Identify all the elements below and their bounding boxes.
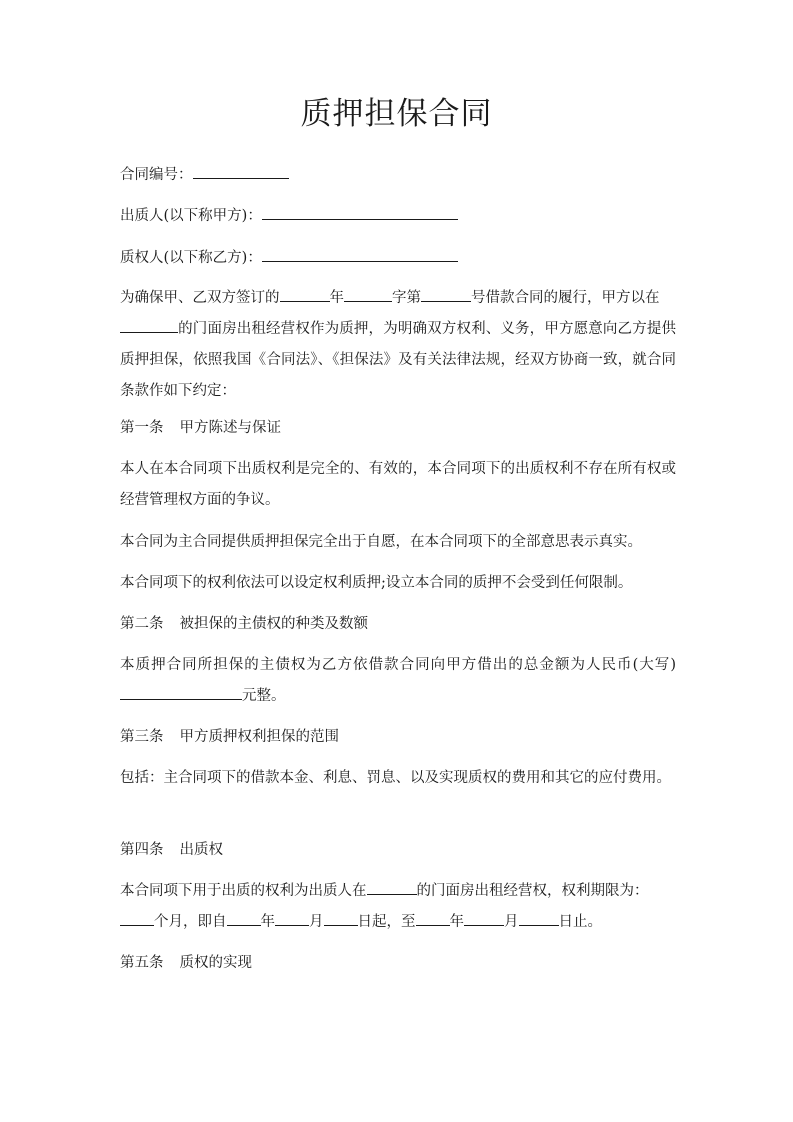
contract-number-line: [120, 160, 676, 191]
amount-blank[interactable]: [120, 684, 242, 700]
contract-number-label: 合同编号：: [120, 167, 193, 183]
article-2-para-1: [120, 650, 676, 712]
intro-text-5: 的门面房出租经营权作为质押，为明确双方权利、义务，甲方愿意向乙方提供质押担保，依照我国《合同法》、《担保法》及有关法律法规，经双方协商一致，就合同条款作如下约定：: [120, 321, 676, 399]
article-2-text-a: 本质押合同所担保的主债权为乙方依借款合同向甲方借出的总金额为人民币(大写): [120, 657, 676, 673]
pledgor-line: [120, 201, 676, 232]
intro-text-1: 为确保甲、乙双方签订的: [120, 290, 280, 306]
intro-blank-char[interactable]: [344, 286, 392, 302]
article-5-title: 质权的实现: [179, 955, 252, 971]
article-4-text-a: 本合同项下用于出质的权利为出质人在: [120, 883, 367, 899]
start-month-blank[interactable]: [275, 910, 309, 926]
article-4-text-h: 月: [504, 914, 519, 930]
article-4-text-e: 月: [309, 914, 324, 930]
pledgee-label: 质权人(以下称乙方)：: [120, 250, 262, 266]
article-4-text-d: 年: [260, 914, 275, 930]
article-2-title: 被担保的主债权的种类及数额: [179, 616, 368, 632]
article-1-title: 甲方陈述与保证: [179, 420, 281, 436]
article-4-text-i: 日止。: [558, 914, 602, 930]
article-5-heading: [120, 948, 676, 979]
end-year-blank[interactable]: [416, 910, 450, 926]
document-title: 质押担保合同: [300, 96, 493, 132]
pledgor-label: 出质人(以下称甲方)：: [120, 208, 262, 224]
intro-paragraph: [120, 283, 676, 407]
article-4-number: 第四条: [120, 842, 164, 858]
pledgor-blank[interactable]: [262, 204, 458, 220]
intro-text-4: 号借款合同的履行，甲方以在: [471, 290, 660, 306]
pledgee-blank[interactable]: [262, 246, 458, 262]
article-1-para-3: 本合同项下的权利依法可以设定权利质押;设立本合同的质押不会受到任何限制。: [120, 575, 633, 591]
article-4-title: 出质权: [179, 842, 223, 858]
months-blank[interactable]: [120, 910, 154, 926]
article-4-heading: [120, 835, 676, 866]
intro-blank-number[interactable]: [421, 286, 471, 302]
article-1-number: 第一条: [120, 420, 164, 436]
article-3-heading: [120, 722, 676, 753]
article-4-text-f: 日起，至: [357, 914, 416, 930]
article-3-title: 甲方质押权利担保的范围: [179, 729, 339, 745]
intro-blank-location[interactable]: [120, 317, 178, 333]
start-day-blank[interactable]: [324, 910, 358, 926]
article-4-para-1: [120, 876, 676, 938]
pledgee-line: [120, 243, 676, 274]
end-month-blank[interactable]: [464, 910, 504, 926]
article-3-number: 第三条: [120, 729, 164, 745]
article-1-para-1: 本人在本合同项下出质权利是完全的、有效的，本合同项下的出质权利不存在所有权或经营管理权方面的争议。: [120, 461, 676, 508]
article-2-heading: [120, 609, 676, 640]
intro-blank-year[interactable]: [280, 286, 330, 302]
contract-number-blank[interactable]: [193, 163, 289, 179]
article-4-text-g: 年: [449, 914, 464, 930]
pledge-location-blank[interactable]: [367, 879, 417, 895]
end-day-blank[interactable]: [519, 910, 559, 926]
start-year-blank[interactable]: [227, 910, 261, 926]
intro-text-2: 年: [329, 290, 344, 306]
article-2-text-b: 元整。: [242, 688, 286, 704]
intro-text-3: 字第: [392, 290, 421, 306]
article-5-number: 第五条: [120, 955, 164, 971]
article-2-number: 第二条: [120, 616, 164, 632]
article-4-text-b: 的门面房出租经营权，权利期限为：: [416, 883, 649, 899]
article-1-heading: [120, 413, 676, 444]
article-3-para-1: 包括：主合同项下的借款本金、利息、罚息、以及实现质权的费用和其它的应付费用。: [120, 770, 671, 786]
article-4-text-c: 个月，即自: [154, 914, 227, 930]
article-1-para-2: 本合同为主合同提供质押担保完全出于自愿，在本合同项下的全部意思表示真实。: [120, 534, 642, 550]
